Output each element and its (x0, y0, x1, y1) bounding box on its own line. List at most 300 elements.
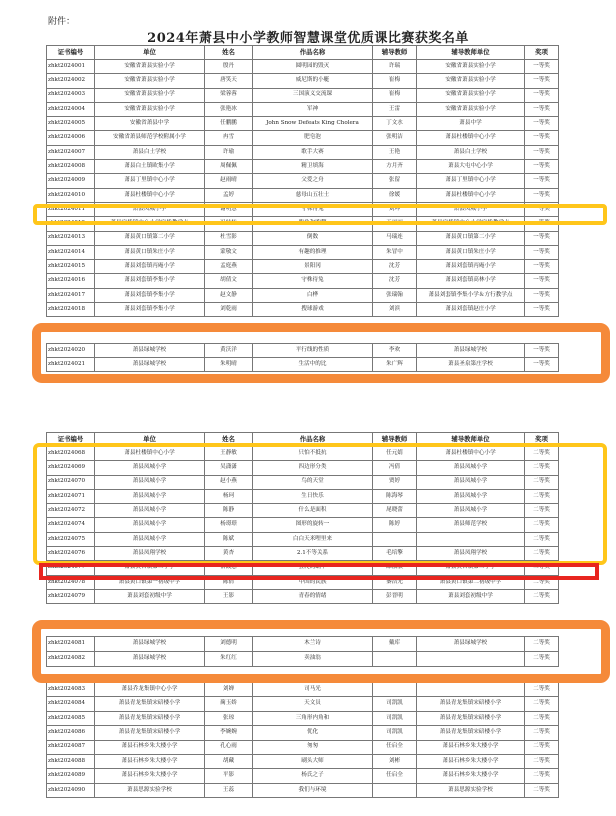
cell-mentor-unit: 萧县黄口镇第二小学 (417, 561, 525, 575)
table-row (47, 532, 559, 546)
cell-name: 张艳冰 (205, 102, 253, 116)
table-row (47, 160, 559, 174)
cell-certificate-id: zhkt2024074 (47, 518, 95, 532)
cell-mentor: 张瑞翰 (373, 288, 417, 302)
cell-award: 一等奖 (525, 288, 559, 302)
cell-mentor: 朱冒中 (373, 245, 417, 259)
table-row (47, 174, 559, 188)
table-row (47, 260, 559, 274)
cell-award: 二等奖 (525, 769, 559, 783)
table-row (47, 561, 559, 575)
cell-work-title: 有趣的推理 (253, 245, 373, 259)
cell-work-title: 天文员 (253, 697, 373, 711)
cell-award: 二等奖 (525, 532, 559, 546)
cell-mentor-unit (417, 683, 525, 697)
cell-name: 梁蓉蓉 (205, 88, 253, 102)
cell-work-title: 慈母山五壮士 (253, 188, 373, 202)
cell-certificate-id: zhkt2024086 (47, 726, 95, 740)
cell-work-title: 杨氏之子 (253, 769, 373, 783)
table-row (47, 88, 559, 102)
cell-mentor-unit: 萧县绿城学校 (417, 344, 525, 358)
cell-mentor (373, 783, 417, 797)
column-header-certificate-id: 证书编号 (47, 46, 95, 60)
cell-award: 一等奖 (525, 160, 559, 174)
cell-mentor: 王雷 (373, 102, 417, 116)
cell-mentor-unit: 萧县中学 (417, 117, 525, 131)
cell-mentor-unit: 萧县刘套镇丙庵小学 (417, 260, 525, 274)
cell-certificate-id: zhkt2024083 (47, 683, 95, 697)
cell-unit: 萧县丁里镇中心小学 (95, 174, 205, 188)
cell-mentor: 朱广辉 (373, 358, 417, 372)
table-row (47, 74, 559, 88)
cell-award: 一等奖 (525, 245, 559, 259)
table-row (47, 274, 559, 288)
cell-award: 一等奖 (525, 74, 559, 88)
cell-mentor-unit: 萧县凤城小学 (417, 504, 525, 518)
cell-mentor: 戴库 (373, 637, 417, 652)
cell-mentor: 丁文水 (373, 117, 417, 131)
cell-award: 一等奖 (525, 60, 559, 74)
cell-name: 刘乾雨 (205, 303, 253, 317)
cell-mentor: 崔梅 (373, 88, 417, 102)
column-header-award: 奖项 (525, 433, 559, 447)
cell-unit: 萧县石林乡朱大楼小学 (95, 754, 205, 768)
table-header-row (47, 46, 559, 60)
cell-name: 黄沃洋 (205, 344, 253, 358)
cell-award: 一等奖 (525, 188, 559, 202)
cell-work-title: 匆匆 (253, 740, 373, 754)
table-row (47, 188, 559, 202)
table-row (47, 489, 559, 503)
cell-mentor-unit: 萧县凤城小学 (417, 202, 525, 216)
cell-award: 二等奖 (525, 726, 559, 740)
cell-name: 胡藏 (205, 754, 253, 768)
cell-work-title: 白白天米哩里来 (253, 532, 373, 546)
cell-mentor-unit: 萧县杜楼镇中心小学 (417, 131, 525, 145)
cell-name: 孔心雨 (205, 740, 253, 754)
cell-work-title: 跑角和跑翻 (253, 217, 373, 231)
cell-mentor: 贾婷 (373, 475, 417, 489)
cell-unit: 萧县思源实验学校 (95, 783, 205, 797)
cell-name: 杨珂 (205, 489, 253, 503)
cell-name: 赵雨晴 (205, 174, 253, 188)
column-header-mentor: 辅导教师 (373, 433, 417, 447)
cell-certificate-id: zhkt2024076 (47, 547, 95, 561)
cell-unit: 安徽省萧县实验小学 (95, 88, 205, 102)
table-row (47, 697, 559, 711)
cell-mentor: 秦浩光 (373, 575, 417, 589)
cell-work-title: 倒数 (253, 231, 373, 245)
cell-award: 二等奖 (525, 637, 559, 652)
table-row (47, 711, 559, 725)
column-header-unit: 单位 (95, 433, 205, 447)
table-row (47, 288, 559, 302)
cell-work-title: 歌手大赛 (253, 145, 373, 159)
cell-unit: 萧县凤城小学 (95, 518, 205, 532)
cell-certificate-id: zhkt2024005 (47, 117, 95, 131)
cell-mentor: 司凯凯 (373, 726, 417, 740)
cell-certificate-id: zhkt2024021 (47, 358, 95, 372)
cell-name: 张琼 (205, 711, 253, 725)
table-row (47, 740, 559, 754)
cell-unit: 萧县绿城学校 (95, 344, 205, 358)
table-row (47, 217, 559, 231)
cell-mentor: 彭晋明 (373, 589, 417, 603)
award-table-first-prize (46, 45, 559, 317)
cell-unit: 萧县石林乡朱大楼小学 (95, 769, 205, 783)
table-row (47, 575, 559, 589)
cell-unit: 萧县杜楼镇中心小学 (95, 447, 205, 461)
cell-mentor-unit (417, 652, 525, 667)
cell-award: 二等奖 (525, 783, 559, 797)
award-table-second-prize (46, 432, 559, 604)
cell-mentor: 任元婧 (373, 447, 417, 461)
cell-work-title: 四边形分类 (253, 461, 373, 475)
cell-name: 孟庭燕 (205, 260, 253, 274)
cell-name: 蒙敬文 (205, 245, 253, 259)
cell-mentor-unit: 萧县杜楼镇中心小学 (417, 188, 525, 202)
cell-unit: 萧县绿城学校 (95, 637, 205, 652)
cell-award: 一等奖 (525, 217, 559, 231)
cell-mentor-unit: 萧县刘套镇李集小学＆方行教学点 (417, 288, 525, 302)
cell-certificate-id: zhkt2024013 (47, 231, 95, 245)
cell-mentor-unit: 萧县凤城小学 (417, 475, 525, 489)
cell-unit: 萧县黄口镇第一初级中学 (95, 575, 205, 589)
table-row (47, 726, 559, 740)
cell-work-title: 守株待兔 (253, 274, 373, 288)
table-row (47, 637, 559, 652)
cell-certificate-id: zhkt2024077 (47, 561, 95, 575)
table-row (47, 231, 559, 245)
cell-unit: 萧县刘套初级中学 (95, 589, 205, 603)
cell-unit: 萧县凤城小学 (95, 504, 205, 518)
cell-mentor-unit: 安徽省萧县实验小学 (417, 74, 525, 88)
cell-work-title: 什么是面积 (253, 504, 373, 518)
cell-unit: 萧县凤城小学 (95, 532, 205, 546)
cell-award: 二等奖 (525, 697, 559, 711)
cell-mentor-unit (417, 532, 525, 546)
page-title: 2024年萧县中小学教师智慧课堂优质课比赛获奖名单 (147, 31, 469, 46)
cell-mentor-unit: 萧县师范学校 (417, 518, 525, 532)
cell-mentor: 司凯凯 (373, 697, 417, 711)
cell-name: 殷丹 (205, 60, 253, 74)
cell-work-title: 肥皂泡 (253, 131, 373, 145)
cell-work-title: 三角形内角和 (253, 711, 373, 725)
cell-mentor-unit: 萧县刘套镇赵庄小学 (417, 303, 525, 317)
cell-work-title: 优化 (253, 726, 373, 740)
cell-award: 一等奖 (525, 202, 559, 216)
cell-work-title: 2.1不等关系 (253, 547, 373, 561)
cell-work-title: 平行线的性质 (253, 344, 373, 358)
cell-certificate-id: zhkt2024085 (47, 711, 95, 725)
cell-work-title: 青春的情绪 (253, 589, 373, 603)
cell-unit: 萧县绿城学校 (95, 652, 205, 667)
table-row (47, 783, 559, 797)
cell-certificate-id: zhkt2024090 (47, 783, 95, 797)
cell-certificate-id: zhkt2024075 (47, 532, 95, 546)
table-row (47, 652, 559, 667)
table-row (47, 102, 559, 116)
cell-mentor-unit: 萧县白土学校 (417, 145, 525, 159)
cell-name: 朱红红 (205, 652, 253, 667)
cell-certificate-id: zhkt2024012 (47, 217, 95, 231)
cell-award: 一等奖 (525, 145, 559, 159)
cell-mentor-unit: 萧县石林乡朱大楼小学 (417, 769, 525, 783)
cell-name: 孟婷 (205, 188, 253, 202)
cell-unit: 萧县凤城小学 (95, 489, 205, 503)
table-row (47, 547, 559, 561)
cell-name: 刘婵 (205, 683, 253, 697)
cell-mentor (373, 532, 417, 546)
cell-award: 二等奖 (525, 711, 559, 725)
table-row (47, 303, 559, 317)
cell-unit: 萧县官桥镇中心小学官桥教学点 (95, 217, 205, 231)
column-header-work-title: 作品名称 (253, 46, 373, 60)
cell-mentor: 方月齐 (373, 160, 417, 174)
cell-unit: 萧县凤城小学 (95, 202, 205, 216)
cell-work-title: 三国演义交流课 (253, 88, 373, 102)
cell-award: 一等奖 (525, 174, 559, 188)
column-header-award: 奖项 (525, 46, 559, 60)
cell-mentor-unit: 萧县杜楼镇中心小学 (417, 447, 525, 461)
cell-name: 杨璟璟 (205, 518, 253, 532)
table-row (47, 447, 559, 461)
cell-work-title: 白桦 (253, 288, 373, 302)
cell-certificate-id: zhkt2024069 (47, 461, 95, 475)
column-header-certificate-id: 证书编号 (47, 433, 95, 447)
attachment-label: 附件： (48, 17, 76, 27)
cell-name: 谢明慧 (205, 202, 253, 216)
cell-mentor (373, 652, 417, 667)
cell-mentor: 王丽丽 (373, 217, 417, 231)
cell-award: 二等奖 (525, 754, 559, 768)
cell-award: 一等奖 (525, 231, 559, 245)
cell-certificate-id: zhkt2024068 (47, 447, 95, 461)
cell-mentor: 尾晓蕾 (373, 504, 417, 518)
cell-unit: 萧县凤翔学校 (95, 547, 205, 561)
cell-certificate-id: zhkt2024020 (47, 344, 95, 358)
cell-award: 一等奖 (525, 274, 559, 288)
cell-award: 二等奖 (525, 475, 559, 489)
cell-name: 蔺玉娇 (205, 697, 253, 711)
cell-mentor: 张留 (373, 174, 417, 188)
table-row (47, 461, 559, 475)
cell-name: 朱明晴 (205, 358, 253, 372)
cell-unit: 萧县白土镇欧集小学 (95, 160, 205, 174)
cell-unit: 萧县青龙集镇宋碚楼小学 (95, 711, 205, 725)
cell-certificate-id: zhkt2024001 (47, 60, 95, 74)
cell-award: 二等奖 (525, 683, 559, 697)
award-table-first-prize-cont (46, 343, 559, 372)
cell-unit: 萧县杜楼镇中心小学 (95, 188, 205, 202)
cell-unit: 安徽省萧县中学 (95, 117, 205, 131)
cell-name: 王静敏 (205, 447, 253, 461)
cell-name: 胡倩文 (205, 274, 253, 288)
cell-name: 冉雪 (205, 131, 253, 145)
cell-mentor-unit: 萧县黄口镇第二初级中学 (417, 575, 525, 589)
cell-unit: 萧县青龙集镇宋碚楼小学 (95, 697, 205, 711)
cell-name: 平影 (205, 769, 253, 783)
cell-unit: 萧县黄口镇朱庄小学 (95, 245, 205, 259)
cell-mentor-unit: 萧县大屯中心小学 (417, 160, 525, 174)
cell-mentor-unit: 萧县圣泉第庄学校 (417, 358, 525, 372)
cell-mentor: 崔梅 (373, 74, 417, 88)
cell-name: 周佩佩 (205, 160, 253, 174)
cell-mentor: 陈海琴 (373, 489, 417, 503)
cell-name: 王影 (205, 589, 253, 603)
cell-work-title: 父爱之舟 (253, 174, 373, 188)
table-row (47, 475, 559, 489)
cell-work-title: 我们与环境 (253, 783, 373, 797)
cell-certificate-id: zhkt2024082 (47, 652, 95, 667)
cell-award: 二等奖 (525, 652, 559, 667)
cell-mentor-unit: 萧县凤城小学 (417, 489, 525, 503)
cell-name: 李婉婉 (205, 726, 253, 740)
cell-certificate-id: zhkt2024015 (47, 260, 95, 274)
cell-mentor-unit: 萧县凤翔学校 (417, 547, 525, 561)
cell-mentor: 王艳 (373, 145, 417, 159)
cell-certificate-id: zhkt2024010 (47, 188, 95, 202)
cell-mentor-unit: 萧县凤城小学 (417, 461, 525, 475)
cell-mentor: 司凯凯 (373, 711, 417, 725)
cell-unit: 萧县绿城学校 (95, 358, 205, 372)
cell-certificate-id: zhkt2024081 (47, 637, 95, 652)
cell-work-title: John Snow Defeats King Cholera (253, 117, 373, 131)
cell-certificate-id: zhkt2024017 (47, 288, 95, 302)
table-row (47, 683, 559, 697)
cell-award: 一等奖 (525, 358, 559, 372)
table-header-row (47, 433, 559, 447)
cell-mentor-unit: 安徽省萧县实验小学 (417, 88, 525, 102)
column-header-mentor-unit: 辅导教师单位 (417, 46, 525, 60)
cell-name: 陈倩 (205, 575, 253, 589)
cell-mentor: 任启全 (373, 740, 417, 754)
cell-mentor-unit: 萧县刘套初级中学 (417, 589, 525, 603)
cell-mentor: 张明洁 (373, 131, 417, 145)
cell-mentor-unit: 萧县官桥镇中心小学官桥教学点 (417, 217, 525, 231)
cell-certificate-id: zhkt2024087 (47, 740, 95, 754)
table-row (47, 518, 559, 532)
cell-mentor: 刘滨 (373, 303, 417, 317)
cell-unit: 萧县凤城小学 (95, 461, 205, 475)
cell-certificate-id: zhkt2024003 (47, 88, 95, 102)
cell-award: 二等奖 (525, 589, 559, 603)
cell-certificate-id: zhkt2024072 (47, 504, 95, 518)
column-header-name: 姓名 (205, 433, 253, 447)
cell-unit: 安徽省萧县实验小学 (95, 60, 205, 74)
cell-unit: 萧县刘套镇丙庵小学 (95, 260, 205, 274)
cell-mentor (373, 683, 417, 697)
cell-certificate-id: zhkt2024002 (47, 74, 95, 88)
cell-mentor-unit: 萧县青龙集镇宋碚楼小学 (417, 697, 525, 711)
table-row (47, 131, 559, 145)
cell-certificate-id: zhkt2024011 (47, 202, 95, 216)
cell-certificate-id: zhkt2024071 (47, 489, 95, 503)
cell-certificate-id: zhkt2024079 (47, 589, 95, 603)
cell-certificate-id: zhkt2024014 (47, 245, 95, 259)
cell-certificate-id: zhkt2024070 (47, 475, 95, 489)
cell-name: 杜雪影 (205, 231, 253, 245)
cell-work-title: 司马光 (253, 683, 373, 697)
cell-mentor-unit: 萧县刘套镇高林小学 (417, 274, 525, 288)
cell-award: 一等奖 (525, 260, 559, 274)
cell-mentor: 沈芳 (373, 260, 417, 274)
cell-mentor: 邮淑敏 (373, 561, 417, 575)
table-row (47, 754, 559, 768)
cell-award: 一等奖 (525, 131, 559, 145)
cell-work-title: 只怕不抵抗 (253, 447, 373, 461)
cell-unit: 萧县石林乡朱大楼小学 (95, 740, 205, 754)
cell-name: 冯转转 (205, 217, 253, 231)
cell-unit: 萧县青龙集镇宋碚楼小学 (95, 726, 205, 740)
cell-mentor: 任启全 (373, 769, 417, 783)
table-row (47, 202, 559, 216)
cell-mentor: 毛培擎 (373, 547, 417, 561)
cell-award: 二等奖 (525, 489, 559, 503)
cell-work-title: 精卫填海 (253, 160, 373, 174)
cell-mentor: 李欢 (373, 344, 417, 358)
table-row (47, 358, 559, 372)
table-row (47, 145, 559, 159)
cell-work-title: 卖油翁 (253, 652, 373, 667)
cell-name: 吴潇潇 (205, 461, 253, 475)
cell-mentor: 许瑞 (373, 60, 417, 74)
cell-unit: 萧县刘套镇李集小学 (95, 303, 205, 317)
cell-name: 唐笑天 (205, 74, 253, 88)
cell-unit: 萧县黄口镇第二小学 (95, 231, 205, 245)
table-row (47, 60, 559, 74)
cell-certificate-id: zhkt2024007 (47, 145, 95, 159)
cell-certificate-id: zhkt2024009 (47, 174, 95, 188)
cell-work-title: 搜球游戏 (253, 303, 373, 317)
cell-mentor-unit: 萧县丁里镇中心小学 (417, 174, 525, 188)
cell-unit: 安徽省萧县师范学校附属小学 (95, 131, 205, 145)
cell-award: 一等奖 (525, 102, 559, 116)
cell-name: 许瑜 (205, 145, 253, 159)
cell-award: 二等奖 (525, 561, 559, 575)
cell-name: 赵文静 (205, 288, 253, 302)
cell-award: 二等奖 (525, 447, 559, 461)
cell-unit: 萧县乔龙集镇中心小学 (95, 683, 205, 697)
table-row (47, 589, 559, 603)
cell-unit: 萧县刘套镇李集小学 (95, 274, 205, 288)
cell-certificate-id: zhkt2024089 (47, 769, 95, 783)
cell-award: 二等奖 (525, 504, 559, 518)
cell-award: 二等奖 (525, 518, 559, 532)
column-header-unit: 单位 (95, 46, 205, 60)
cell-work-title: 生活中的比 (253, 358, 373, 372)
table-row (47, 769, 559, 783)
cell-award: 二等奖 (525, 461, 559, 475)
cell-name: 任鹏鹏 (205, 117, 253, 131)
cell-work-title: 威尼斯的小艇 (253, 74, 373, 88)
cell-work-title: 生日快乐 (253, 489, 373, 503)
cell-mentor-unit: 萧县绿城学校 (417, 637, 525, 652)
cell-certificate-id: zhkt2024016 (47, 274, 95, 288)
cell-unit: 萧县刘套镇李集小学 (95, 288, 205, 302)
cell-mentor: 沈芳 (373, 274, 417, 288)
cell-unit: 安徽省萧县实验小学 (95, 74, 205, 88)
cell-certificate-id: zhkt2024008 (47, 160, 95, 174)
cell-work-title: 鸟的天堂 (253, 475, 373, 489)
cell-name: 宿鼓慧 (205, 561, 253, 575)
table-row (47, 344, 559, 358)
cell-name: 陈斌 (205, 532, 253, 546)
cell-mentor-unit: 萧县黄口镇第二小学 (417, 231, 525, 245)
cell-award: 二等奖 (525, 547, 559, 561)
table-row (47, 245, 559, 259)
column-header-mentor-unit: 辅导教师单位 (417, 433, 525, 447)
